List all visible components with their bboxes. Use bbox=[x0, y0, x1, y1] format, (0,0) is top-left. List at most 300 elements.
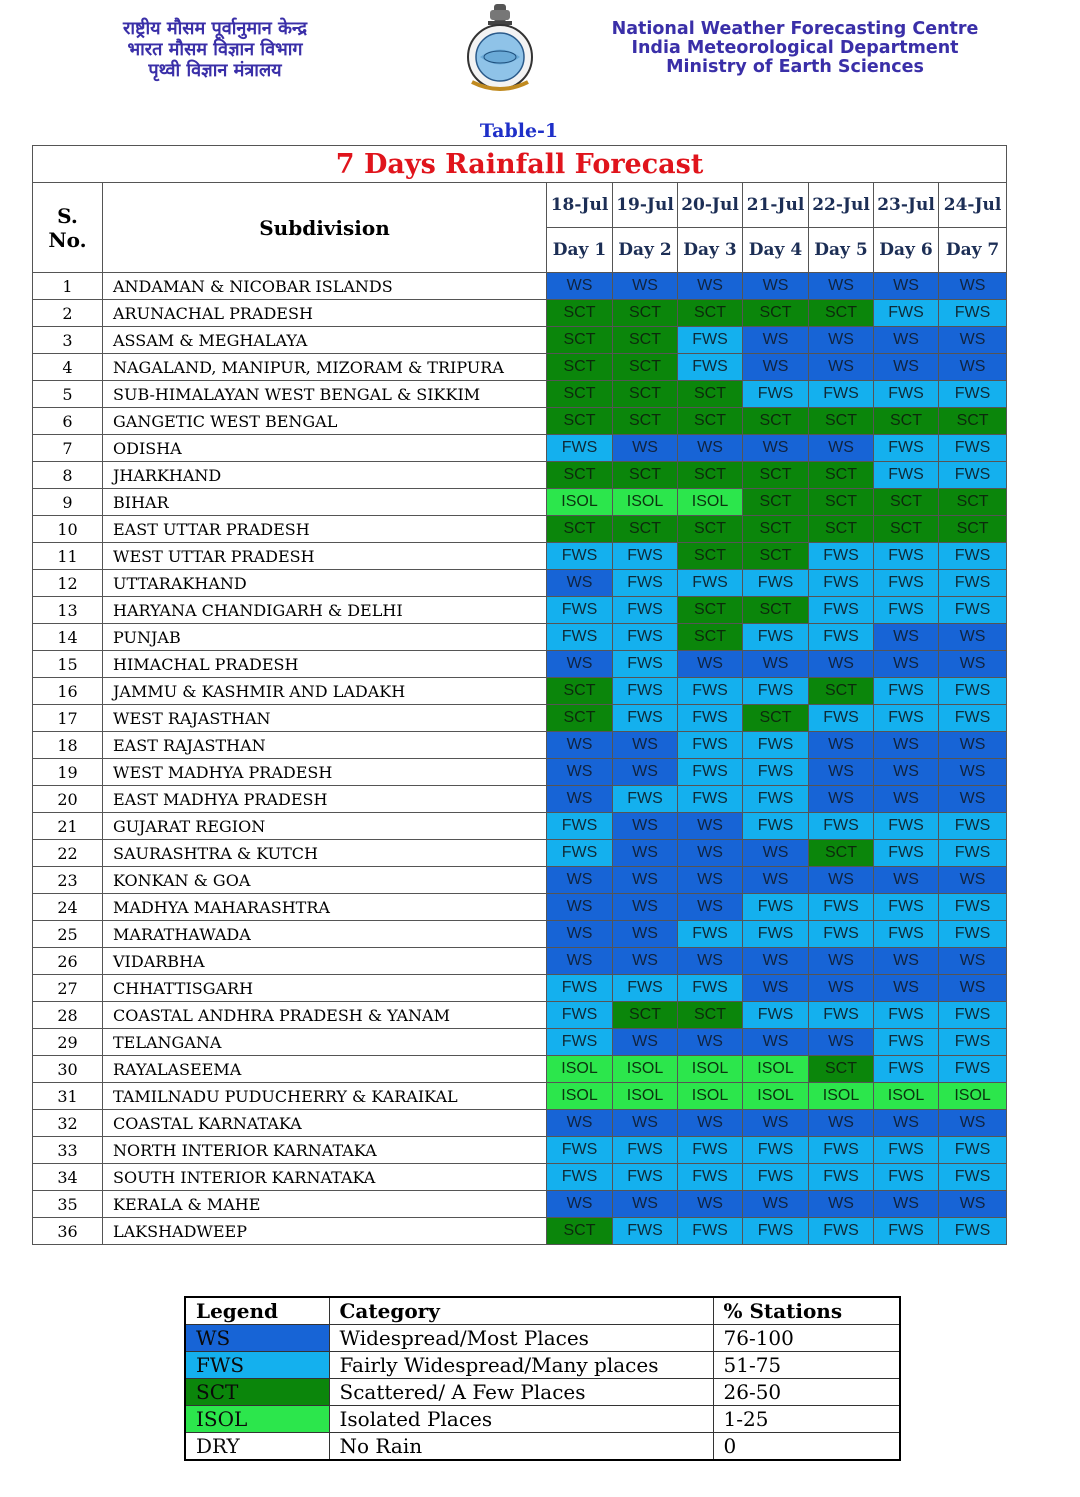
forecast-cell: SCT bbox=[678, 516, 743, 543]
subdivision-cell: CHHATTISGARH bbox=[103, 975, 547, 1002]
forecast-cell: WS bbox=[613, 435, 678, 462]
table-row bbox=[33, 273, 1007, 300]
forecast-cell: FWS bbox=[939, 462, 1007, 489]
forecast-cell: WS bbox=[939, 732, 1007, 759]
forecast-cell: FWS bbox=[939, 813, 1007, 840]
legend-row bbox=[185, 1433, 900, 1461]
serial-number-cell: 22 bbox=[33, 840, 103, 867]
forecast-cell: FWS bbox=[547, 435, 613, 462]
forecast-cell: WS bbox=[678, 948, 743, 975]
serial-number-cell: 29 bbox=[33, 1029, 103, 1056]
forecast-cell: WS bbox=[743, 1110, 809, 1137]
forecast-cell: FWS bbox=[939, 1164, 1007, 1191]
forecast-cell: WS bbox=[613, 813, 678, 840]
serial-number-cell: 4 bbox=[33, 354, 103, 381]
title-row bbox=[33, 146, 1007, 183]
forecast-cell: WS bbox=[547, 651, 613, 678]
table-row bbox=[33, 489, 1007, 516]
forecast-cell: SCT bbox=[613, 408, 678, 435]
forecast-cell: FWS bbox=[939, 921, 1007, 948]
forecast-cell: WS bbox=[939, 786, 1007, 813]
legend-code-cell: WS bbox=[185, 1325, 329, 1352]
date-header: 23-Jul bbox=[874, 183, 939, 228]
legend-category-cell: Isolated Places bbox=[329, 1406, 713, 1433]
forecast-cell: FWS bbox=[874, 1218, 939, 1245]
forecast-cell: WS bbox=[743, 327, 809, 354]
table-row bbox=[33, 435, 1007, 462]
day-header: Day 6 bbox=[874, 228, 939, 273]
forecast-cell: FWS bbox=[547, 840, 613, 867]
forecast-cell: WS bbox=[874, 624, 939, 651]
subdivision-cell: SOUTH INTERIOR KARNATAKA bbox=[103, 1164, 547, 1191]
forecast-cell: FWS bbox=[678, 570, 743, 597]
forecast-cell: FWS bbox=[547, 1002, 613, 1029]
sno-header-line-2: No. bbox=[48, 227, 87, 252]
forecast-cell: FWS bbox=[939, 300, 1007, 327]
subdivision-cell: GUJARAT REGION bbox=[103, 813, 547, 840]
legend-code-cell: ISOL bbox=[185, 1406, 329, 1433]
subdivision-cell: ANDAMAN & NICOBAR ISLANDS bbox=[103, 273, 547, 300]
forecast-cell: SCT bbox=[809, 489, 874, 516]
forecast-cell: WS bbox=[547, 921, 613, 948]
subdivision-cell: ASSAM & MEGHALAYA bbox=[103, 327, 547, 354]
serial-number-cell: 5 bbox=[33, 381, 103, 408]
legend-row bbox=[185, 1352, 900, 1379]
forecast-cell: FWS bbox=[678, 759, 743, 786]
legend-stations-cell: 51-75 bbox=[713, 1352, 900, 1379]
table-row bbox=[33, 624, 1007, 651]
forecast-cell: SCT bbox=[678, 597, 743, 624]
forecast-cell: WS bbox=[809, 651, 874, 678]
serial-number-cell: 7 bbox=[33, 435, 103, 462]
forecast-cell: SCT bbox=[547, 678, 613, 705]
serial-number-cell: 11 bbox=[33, 543, 103, 570]
forecast-cell: ISOL bbox=[547, 489, 613, 516]
subdivision-cell: EAST RAJASTHAN bbox=[103, 732, 547, 759]
hindi-line-3: पृथ्वी विज्ञान मंत्रालय bbox=[148, 60, 282, 81]
table-row bbox=[33, 1218, 1007, 1245]
serial-number-cell: 33 bbox=[33, 1137, 103, 1164]
forecast-cell: SCT bbox=[547, 1218, 613, 1245]
forecast-cell: WS bbox=[613, 894, 678, 921]
forecast-cell: WS bbox=[547, 948, 613, 975]
forecast-cell: WS bbox=[939, 1191, 1007, 1218]
header-row-dates bbox=[33, 183, 1007, 228]
forecast-cell: WS bbox=[874, 867, 939, 894]
serial-number-cell: 18 bbox=[33, 732, 103, 759]
forecast-cell: SCT bbox=[939, 516, 1007, 543]
forecast-cell: FWS bbox=[547, 597, 613, 624]
legend-category-cell: Widespread/Most Places bbox=[329, 1325, 713, 1352]
subdivision-cell: NAGALAND, MANIPUR, MIZORAM & TRIPURA bbox=[103, 354, 547, 381]
forecast-cell: FWS bbox=[678, 1164, 743, 1191]
table-row bbox=[33, 1110, 1007, 1137]
forecast-cell: FWS bbox=[743, 786, 809, 813]
table-row bbox=[33, 678, 1007, 705]
forecast-cell: FWS bbox=[743, 732, 809, 759]
subdivision-cell: GANGETIC WEST BENGAL bbox=[103, 408, 547, 435]
forecast-cell: FWS bbox=[939, 1002, 1007, 1029]
forecast-cell: FWS bbox=[743, 624, 809, 651]
legend-code-cell: FWS bbox=[185, 1352, 329, 1379]
forecast-cell: FWS bbox=[874, 1002, 939, 1029]
forecast-cell: FWS bbox=[939, 840, 1007, 867]
forecast-cell: SCT bbox=[678, 381, 743, 408]
forecast-cell: FWS bbox=[613, 1218, 678, 1245]
forecast-cell: SCT bbox=[809, 516, 874, 543]
forecast-cell: FWS bbox=[874, 435, 939, 462]
serial-number-cell: 34 bbox=[33, 1164, 103, 1191]
forecast-cell: FWS bbox=[939, 381, 1007, 408]
serial-number-cell: 31 bbox=[33, 1083, 103, 1110]
forecast-cell: WS bbox=[874, 975, 939, 1002]
serial-number-cell: 24 bbox=[33, 894, 103, 921]
forecast-cell: FWS bbox=[874, 570, 939, 597]
forecast-cell: FWS bbox=[613, 651, 678, 678]
table-row bbox=[33, 516, 1007, 543]
serial-number-cell: 35 bbox=[33, 1191, 103, 1218]
subdivision-cell: EAST MADHYA PRADESH bbox=[103, 786, 547, 813]
legend-row bbox=[185, 1406, 900, 1433]
forecast-cell: ISOL bbox=[547, 1056, 613, 1083]
serial-number-cell: 16 bbox=[33, 678, 103, 705]
forecast-cell: WS bbox=[939, 948, 1007, 975]
forecast-cell: FWS bbox=[939, 678, 1007, 705]
subdivision-cell: RAYALASEEMA bbox=[103, 1056, 547, 1083]
forecast-cell: SCT bbox=[743, 705, 809, 732]
forecast-cell: FWS bbox=[874, 1029, 939, 1056]
forecast-cell: WS bbox=[809, 354, 874, 381]
subdivision-cell: WEST UTTAR PRADESH bbox=[103, 543, 547, 570]
table-title: 7 Days Rainfall Forecast bbox=[33, 146, 1007, 183]
subdivision-header: Subdivision bbox=[103, 183, 547, 273]
forecast-cell: FWS bbox=[547, 1029, 613, 1056]
subdivision-cell: NORTH INTERIOR KARNATAKA bbox=[103, 1137, 547, 1164]
forecast-cell: FWS bbox=[874, 597, 939, 624]
forecast-cell: WS bbox=[809, 948, 874, 975]
subdivision-cell: MARATHAWADA bbox=[103, 921, 547, 948]
table-row bbox=[33, 543, 1007, 570]
forecast-cell: SCT bbox=[613, 462, 678, 489]
forecast-cell: FWS bbox=[939, 1029, 1007, 1056]
forecast-cell: FWS bbox=[809, 813, 874, 840]
table-row bbox=[33, 813, 1007, 840]
forecast-cell: FWS bbox=[874, 678, 939, 705]
subdivision-cell: SAURASHTRA & KUTCH bbox=[103, 840, 547, 867]
legend-code-cell: DRY bbox=[185, 1433, 329, 1461]
subdivision-cell: ARUNACHAL PRADESH bbox=[103, 300, 547, 327]
serial-number-cell: 1 bbox=[33, 273, 103, 300]
subdivision-cell: PUNJAB bbox=[103, 624, 547, 651]
forecast-cell: SCT bbox=[939, 408, 1007, 435]
forecast-cell: WS bbox=[874, 1110, 939, 1137]
forecast-cell: SCT bbox=[613, 516, 678, 543]
subdivision-cell: BIHAR bbox=[103, 489, 547, 516]
forecast-cell: WS bbox=[809, 1029, 874, 1056]
serial-number-cell: 32 bbox=[33, 1110, 103, 1137]
forecast-cell: ISOL bbox=[547, 1083, 613, 1110]
forecast-cell: FWS bbox=[743, 759, 809, 786]
forecast-cell: SCT bbox=[874, 489, 939, 516]
table-row bbox=[33, 1137, 1007, 1164]
imd-emblem-logo bbox=[458, 2, 542, 98]
subdivision-cell: WEST MADHYA PRADESH bbox=[103, 759, 547, 786]
forecast-cell: WS bbox=[743, 1191, 809, 1218]
forecast-cell: FWS bbox=[874, 894, 939, 921]
forecast-cell: FWS bbox=[678, 921, 743, 948]
forecast-cell: WS bbox=[613, 921, 678, 948]
legend-code-cell: SCT bbox=[185, 1379, 329, 1406]
forecast-cell: ISOL bbox=[678, 1083, 743, 1110]
serial-number-cell: 28 bbox=[33, 1002, 103, 1029]
forecast-cell: FWS bbox=[613, 1164, 678, 1191]
forecast-cell: SCT bbox=[743, 516, 809, 543]
table-row bbox=[33, 354, 1007, 381]
table-row bbox=[33, 381, 1007, 408]
serial-number-cell: 9 bbox=[33, 489, 103, 516]
table-row bbox=[33, 1002, 1007, 1029]
forecast-cell: FWS bbox=[678, 975, 743, 1002]
forecast-cell: WS bbox=[547, 570, 613, 597]
serial-number-cell: 21 bbox=[33, 813, 103, 840]
english-org-header bbox=[575, 20, 1015, 77]
forecast-cell: WS bbox=[743, 435, 809, 462]
forecast-cell: FWS bbox=[809, 381, 874, 408]
forecast-cell: WS bbox=[743, 651, 809, 678]
forecast-cell: SCT bbox=[547, 381, 613, 408]
subdivision-cell: TAMILNADU PUDUCHERRY & KARAIKAL bbox=[103, 1083, 547, 1110]
forecast-cell: WS bbox=[547, 1110, 613, 1137]
forecast-cell: FWS bbox=[939, 1218, 1007, 1245]
forecast-cell: FWS bbox=[939, 1137, 1007, 1164]
forecast-cell: WS bbox=[809, 867, 874, 894]
forecast-cell: WS bbox=[743, 354, 809, 381]
serial-number-cell: 2 bbox=[33, 300, 103, 327]
day-header: Day 4 bbox=[743, 228, 809, 273]
forecast-cell: WS bbox=[678, 651, 743, 678]
forecast-cell: WS bbox=[809, 273, 874, 300]
table-row bbox=[33, 462, 1007, 489]
table-row bbox=[33, 1056, 1007, 1083]
forecast-cell: SCT bbox=[743, 489, 809, 516]
date-header: 19-Jul bbox=[613, 183, 678, 228]
legend-stations-cell: 76-100 bbox=[713, 1325, 900, 1352]
forecast-cell: SCT bbox=[809, 840, 874, 867]
forecast-cell: FWS bbox=[939, 894, 1007, 921]
forecast-cell: WS bbox=[613, 867, 678, 894]
stations-col-header: % Stations bbox=[713, 1297, 900, 1325]
forecast-cell: FWS bbox=[678, 1218, 743, 1245]
forecast-cell: SCT bbox=[613, 327, 678, 354]
forecast-cell: WS bbox=[874, 273, 939, 300]
forecast-cell: FWS bbox=[809, 1218, 874, 1245]
serial-number-cell: 30 bbox=[33, 1056, 103, 1083]
forecast-cell: FWS bbox=[939, 570, 1007, 597]
forecast-cell: ISOL bbox=[743, 1056, 809, 1083]
table-row bbox=[33, 1029, 1007, 1056]
forecast-cell: WS bbox=[939, 327, 1007, 354]
forecast-cell: FWS bbox=[874, 543, 939, 570]
forecast-cell: FWS bbox=[613, 705, 678, 732]
legend-row bbox=[185, 1325, 900, 1352]
table-row bbox=[33, 597, 1007, 624]
forecast-cell: FWS bbox=[809, 1164, 874, 1191]
subdivision-cell: VIDARBHA bbox=[103, 948, 547, 975]
forecast-cell: WS bbox=[874, 327, 939, 354]
table-row bbox=[33, 408, 1007, 435]
forecast-cell: WS bbox=[743, 975, 809, 1002]
forecast-cell: WS bbox=[874, 1191, 939, 1218]
forecast-cell: FWS bbox=[809, 543, 874, 570]
sno-header bbox=[33, 183, 103, 273]
legend-header-row bbox=[185, 1297, 900, 1325]
forecast-cell: ISOL bbox=[613, 1056, 678, 1083]
forecast-cell: WS bbox=[809, 1110, 874, 1137]
forecast-cell: FWS bbox=[678, 786, 743, 813]
subdivision-cell: HARYANA CHANDIGARH & DELHI bbox=[103, 597, 547, 624]
forecast-cell: FWS bbox=[809, 705, 874, 732]
subdivision-cell: EAST UTTAR PRADESH bbox=[103, 516, 547, 543]
forecast-cell: FWS bbox=[743, 1137, 809, 1164]
forecast-cell: WS bbox=[939, 1110, 1007, 1137]
forecast-cell: FWS bbox=[874, 1164, 939, 1191]
forecast-cell: FWS bbox=[613, 570, 678, 597]
forecast-cell: WS bbox=[547, 1191, 613, 1218]
forecast-cell: FWS bbox=[547, 543, 613, 570]
legend-stations-cell: 0 bbox=[713, 1433, 900, 1461]
forecast-cell: FWS bbox=[743, 678, 809, 705]
forecast-cell: FWS bbox=[678, 732, 743, 759]
subdivision-cell: HIMACHAL PRADESH bbox=[103, 651, 547, 678]
forecast-cell: WS bbox=[613, 273, 678, 300]
forecast-cell: SCT bbox=[678, 408, 743, 435]
table-row bbox=[33, 786, 1007, 813]
forecast-cell: WS bbox=[613, 732, 678, 759]
table-label: Table-1 bbox=[479, 120, 559, 142]
forecast-cell: SCT bbox=[939, 489, 1007, 516]
forecast-cell: FWS bbox=[743, 1002, 809, 1029]
legend-category-cell: Fairly Widespread/Many places bbox=[329, 1352, 713, 1379]
forecast-cell: FWS bbox=[743, 1164, 809, 1191]
forecast-cell: FWS bbox=[743, 813, 809, 840]
forecast-cell: SCT bbox=[678, 1002, 743, 1029]
forecast-cell: WS bbox=[939, 759, 1007, 786]
forecast-cell: WS bbox=[874, 732, 939, 759]
forecast-cell: WS bbox=[547, 867, 613, 894]
forecast-cell: FWS bbox=[547, 813, 613, 840]
forecast-cell: ISOL bbox=[874, 1083, 939, 1110]
table-row bbox=[33, 867, 1007, 894]
forecast-cell: SCT bbox=[809, 462, 874, 489]
forecast-cell: FWS bbox=[809, 570, 874, 597]
table-row bbox=[33, 327, 1007, 354]
forecast-cell: FWS bbox=[874, 1137, 939, 1164]
forecast-cell: SCT bbox=[547, 327, 613, 354]
forecast-cell: SCT bbox=[547, 705, 613, 732]
forecast-cell: FWS bbox=[613, 1137, 678, 1164]
forecast-cell: SCT bbox=[613, 354, 678, 381]
forecast-cell: WS bbox=[613, 840, 678, 867]
forecast-cell: SCT bbox=[678, 300, 743, 327]
forecast-cell: WS bbox=[547, 732, 613, 759]
forecast-cell: WS bbox=[547, 894, 613, 921]
forecast-cell: WS bbox=[547, 786, 613, 813]
forecast-cell: ISOL bbox=[613, 489, 678, 516]
forecast-cell: SCT bbox=[743, 462, 809, 489]
forecast-cell: SCT bbox=[743, 597, 809, 624]
forecast-cell: FWS bbox=[874, 462, 939, 489]
forecast-cell: FWS bbox=[939, 597, 1007, 624]
serial-number-cell: 12 bbox=[33, 570, 103, 597]
serial-number-cell: 27 bbox=[33, 975, 103, 1002]
forecast-cell: FWS bbox=[547, 624, 613, 651]
subdivision-cell: COASTAL KARNATAKA bbox=[103, 1110, 547, 1137]
forecast-cell: WS bbox=[939, 651, 1007, 678]
forecast-cell: WS bbox=[613, 1191, 678, 1218]
forecast-cell: WS bbox=[678, 840, 743, 867]
forecast-cell: WS bbox=[547, 759, 613, 786]
forecast-cell: ISOL bbox=[678, 1056, 743, 1083]
forecast-cell: SCT bbox=[613, 1002, 678, 1029]
serial-number-cell: 13 bbox=[33, 597, 103, 624]
table-row bbox=[33, 1191, 1007, 1218]
forecast-cell: WS bbox=[809, 327, 874, 354]
legend-stations-cell: 1-25 bbox=[713, 1406, 900, 1433]
english-line-2: India Meteorological Department bbox=[631, 38, 959, 58]
forecast-cell: ISOL bbox=[743, 1083, 809, 1110]
serial-number-cell: 19 bbox=[33, 759, 103, 786]
subdivision-cell: COASTAL ANDHRA PRADESH & YANAM bbox=[103, 1002, 547, 1029]
english-line-3: Ministry of Earth Sciences bbox=[666, 57, 924, 77]
forecast-cell: ISOL bbox=[809, 1083, 874, 1110]
forecast-cell: WS bbox=[874, 948, 939, 975]
forecast-cell: WS bbox=[809, 1191, 874, 1218]
forecast-cell: SCT bbox=[678, 543, 743, 570]
forecast-cell: FWS bbox=[547, 1137, 613, 1164]
forecast-cell: FWS bbox=[678, 354, 743, 381]
legend-category-cell: No Rain bbox=[329, 1433, 713, 1461]
forecast-cell: SCT bbox=[809, 300, 874, 327]
hindi-line-1: राष्ट्रीय मौसम पूर्वानुमान केन्द्र bbox=[122, 18, 308, 39]
day-header: Day 5 bbox=[809, 228, 874, 273]
forecast-cell: WS bbox=[939, 354, 1007, 381]
legend-category-cell: Scattered/ A Few Places bbox=[329, 1379, 713, 1406]
english-line-1: National Weather Forecasting Centre bbox=[611, 19, 979, 39]
serial-number-cell: 10 bbox=[33, 516, 103, 543]
table-row bbox=[33, 759, 1007, 786]
subdivision-cell: JAMMU & KASHMIR AND LADAKH bbox=[103, 678, 547, 705]
forecast-cell: FWS bbox=[678, 327, 743, 354]
table-row bbox=[33, 300, 1007, 327]
serial-number-cell: 3 bbox=[33, 327, 103, 354]
forecast-cell: FWS bbox=[547, 975, 613, 1002]
forecast-cell: FWS bbox=[678, 705, 743, 732]
category-col-header: Category bbox=[329, 1297, 713, 1325]
forecast-cell: FWS bbox=[613, 975, 678, 1002]
forecast-cell: WS bbox=[678, 867, 743, 894]
serial-number-cell: 6 bbox=[33, 408, 103, 435]
forecast-cell: SCT bbox=[613, 300, 678, 327]
table-row bbox=[33, 732, 1007, 759]
legend-row bbox=[185, 1379, 900, 1406]
forecast-cell: FWS bbox=[874, 921, 939, 948]
forecast-cell: WS bbox=[874, 759, 939, 786]
forecast-cell: WS bbox=[809, 759, 874, 786]
serial-number-cell: 23 bbox=[33, 867, 103, 894]
forecast-cell: FWS bbox=[874, 1056, 939, 1083]
forecast-cell: WS bbox=[939, 975, 1007, 1002]
forecast-cell: WS bbox=[874, 786, 939, 813]
